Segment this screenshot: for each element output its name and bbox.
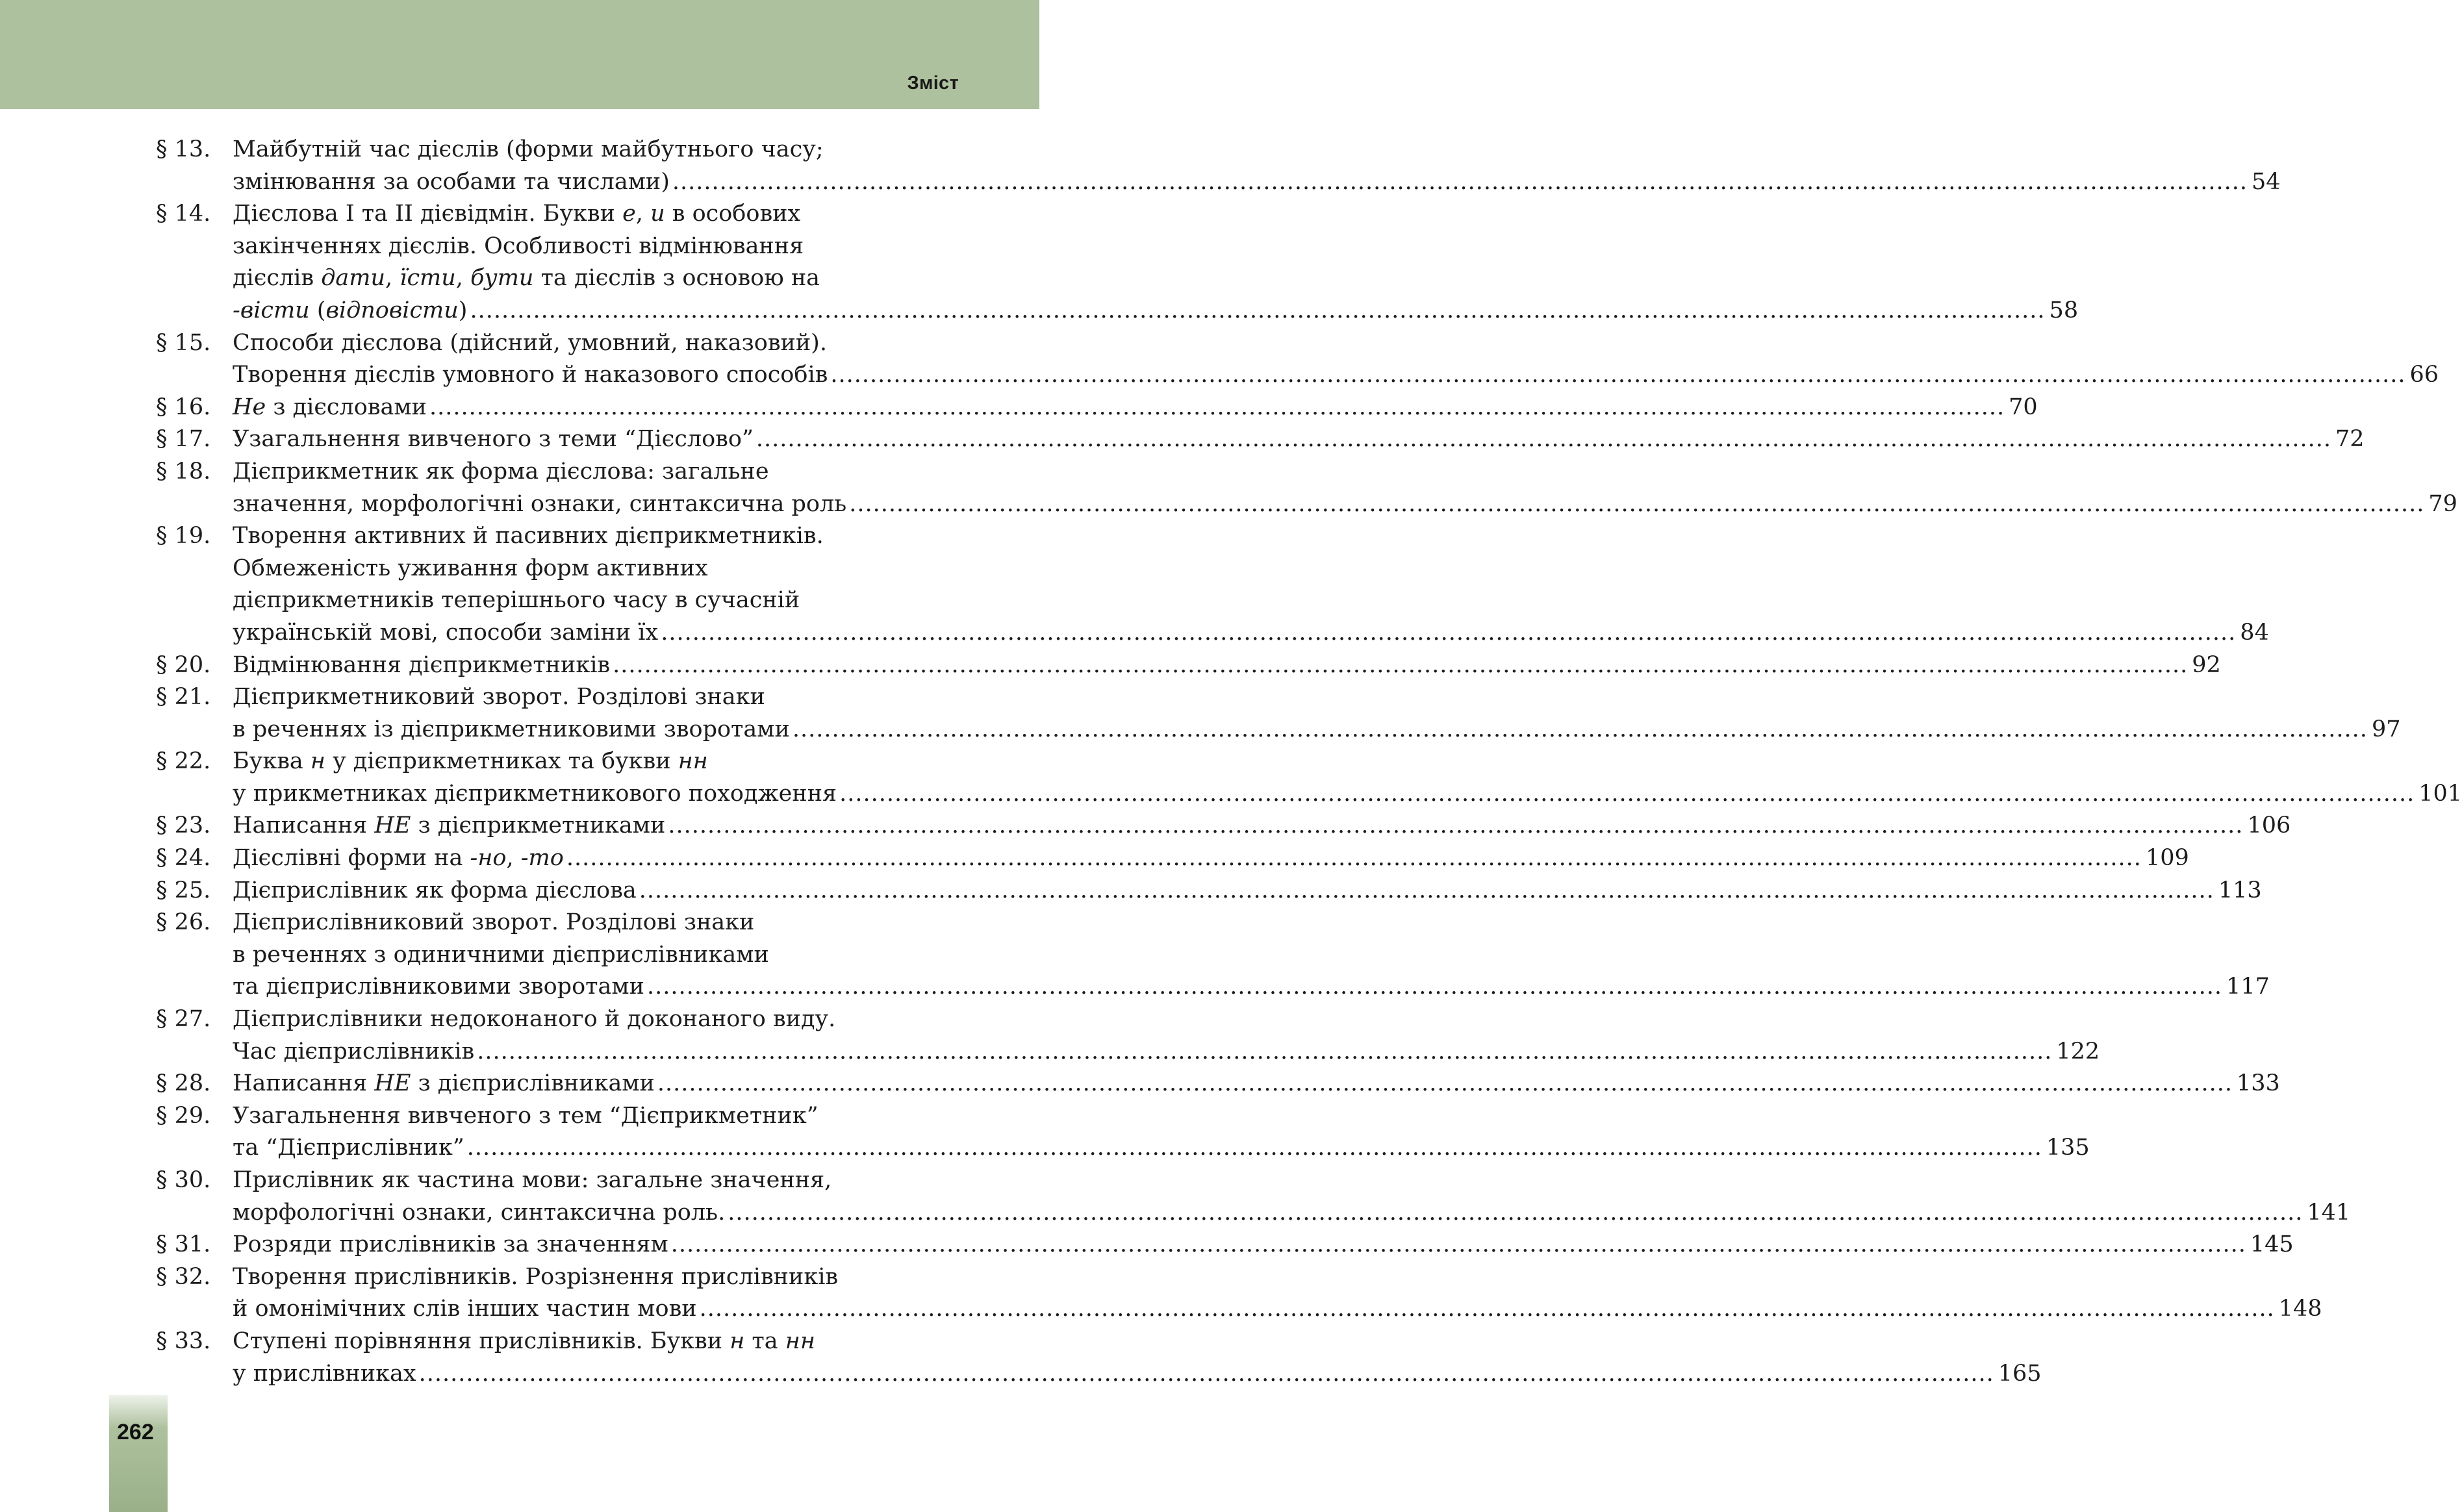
- toc-entry-number: § 32.: [156, 1263, 211, 1290]
- toc-entry: [156, 134, 2281, 198]
- toc-entry-title-end: Дієслівні форми на -но, -то: [233, 845, 564, 872]
- toc-entry-number: § 17.: [156, 426, 211, 453]
- toc-page-number: 66: [2409, 362, 2439, 388]
- dot-leader: ........................................................................................................................................................................................................: [418, 1360, 1994, 1387]
- toc-entry-title-end: Час дієприслівників: [233, 1038, 475, 1065]
- toc-entry-line: Майбутній час дієслів (форми майбутнього часу;: [233, 136, 824, 162]
- toc-entry: [156, 746, 2462, 810]
- toc-entry-line: Творення прислівників. Розрізнення прислівників: [233, 1263, 839, 1290]
- toc-entry: [156, 842, 2189, 875]
- toc-entry-line: Обмеженість уживання форм активних: [233, 555, 708, 581]
- toc-page-number: 106: [2247, 813, 2291, 839]
- toc-entry-line: Буква н у дієприкметниках та букви нн: [233, 748, 708, 775]
- toc-entry-title-end: Не з дієсловами: [233, 394, 427, 420]
- toc-page-number: 92: [2192, 651, 2221, 678]
- toc-entry-title-end: Узагальнення вивченого з теми “Дієслово”: [233, 426, 754, 453]
- toc-entry-title-end: у прикметниках дієприкметникового походження: [233, 780, 837, 807]
- toc-entry-number: § 15.: [156, 329, 211, 356]
- toc-entry-title-end: морфологічні ознаки, синтаксична роль.: [233, 1199, 726, 1226]
- toc-entry: [156, 649, 2221, 682]
- dot-leader: ........................................................................................................................................................................................................: [657, 1070, 2233, 1097]
- toc-page-number: 101: [2418, 780, 2462, 807]
- toc-entry: [156, 520, 2269, 649]
- dot-leader: ........................................................................................................................................................................................................: [661, 619, 2237, 646]
- toc-page-number: 109: [2145, 845, 2189, 872]
- page-number-tab: [109, 1395, 168, 1512]
- toc-entry-title-end: -вісти (відповісти): [233, 297, 468, 323]
- toc-entry-line: Дієприкметник як форма дієслова: загальне: [233, 458, 769, 485]
- toc-entry-number: § 31.: [156, 1231, 211, 1258]
- section-title: Зміст: [907, 73, 959, 94]
- toc-entry-title-end: Творення дієслів умовного й наказового способів: [233, 362, 828, 388]
- toc-entry-number: § 27.: [156, 1006, 211, 1033]
- dot-leader: ........................................................................................................................................................................................................: [699, 1296, 2275, 1322]
- toc-page-number: 122: [2056, 1038, 2100, 1065]
- toc-entry-title-end: українській мові, способи заміни їх: [233, 619, 659, 646]
- dot-leader: ........................................................................................................................................................................................................: [672, 168, 2248, 195]
- toc-entry-number: § 16.: [156, 394, 211, 420]
- toc-entry-title-end: змінювання за особами та числами): [233, 168, 670, 195]
- toc-entry-line: Дієприкметниковий зворот. Розділові знаки: [233, 684, 765, 711]
- table-of-contents: [156, 134, 2462, 1390]
- toc-page-number: 97: [2371, 716, 2401, 742]
- toc-entry-line: Ступені порівняння прислівників. Букви н та нн: [233, 1328, 815, 1354]
- toc-entry-number: § 19.: [156, 523, 211, 549]
- toc-page-number: 84: [2240, 619, 2269, 646]
- toc-entry: [156, 392, 2038, 424]
- dot-leader: ........................................................................................................................................................................................................: [470, 297, 2046, 323]
- dot-leader: ........................................................................................................................................................................................................: [728, 1199, 2303, 1226]
- toc-page-number: 72: [2335, 426, 2365, 453]
- dot-leader: ........................................................................................................................................................................................................: [639, 877, 2215, 903]
- toc-entry: [156, 423, 2365, 456]
- header-band: [0, 0, 1039, 109]
- toc-page-number: 135: [2046, 1135, 2090, 1161]
- toc-entry-line: дієприкметників теперішнього часу в сучасній: [233, 587, 800, 614]
- toc-page-number: 113: [2218, 877, 2262, 903]
- toc-entry-title-end: та “Дієприслівник”: [233, 1135, 464, 1161]
- toc-entry-line: Узагальнення вивченого з тем “Дієприкметник”: [233, 1102, 819, 1129]
- toc-entry: [156, 1326, 2042, 1390]
- toc-entry-number: § 14.: [156, 201, 211, 227]
- toc-page-number: 141: [2307, 1199, 2351, 1226]
- toc-entry-line: закінченнях дієслів. Особливості відмінювання: [233, 233, 804, 259]
- toc-page-number: 133: [2237, 1070, 2280, 1097]
- toc-entry-title-end: й омонімічних слів інших частин мови: [233, 1296, 697, 1322]
- dot-leader: ........................................................................................................................................................................................................: [830, 362, 2406, 388]
- dot-leader: ........................................................................................................................................................................................................: [668, 813, 2244, 839]
- toc-entry-title-end: Написання НЕ з дієприкметниками: [233, 813, 666, 839]
- dot-leader: ........................................................................................................................................................................................................: [613, 651, 2189, 678]
- dot-leader: ........................................................................................................................................................................................................: [849, 490, 2425, 517]
- toc-entry-number: § 26.: [156, 909, 211, 936]
- dot-leader: ........................................................................................................................................................................................................: [477, 1038, 2053, 1065]
- toc-page-number: 54: [2252, 168, 2281, 195]
- dot-leader: ........................................................................................................................................................................................................: [792, 716, 2368, 742]
- toc-entry-title-end: у прислівниках: [233, 1360, 416, 1387]
- toc-entry: [156, 327, 2439, 392]
- dot-leader: ........................................................................................................................................................................................................: [429, 394, 2005, 420]
- toc-entry-line: дієслів дати, їсти, бути та дієслів з основою на: [233, 265, 820, 292]
- toc-entry: [156, 1003, 2100, 1068]
- dot-leader: ........................................................................................................................................................................................................: [466, 1135, 2042, 1161]
- toc-page-number: 79: [2428, 490, 2457, 517]
- toc-entry: [156, 1100, 2090, 1165]
- toc-entry-title-end: в реченнях із дієприкметниковими зворотами: [233, 716, 790, 742]
- toc-entry-title-end: Дієприслівник як форма дієслова: [233, 877, 637, 903]
- toc-entry: [156, 681, 2401, 746]
- toc-entry-line: Способи дієслова (дійсний, умовний, наказовий).: [233, 329, 827, 356]
- toc-entry-number: § 18.: [156, 458, 211, 485]
- toc-entry-number: § 22.: [156, 748, 211, 775]
- toc-entry-number: § 25.: [156, 877, 211, 903]
- toc-entry-line: Дієслова I та II дієвідмін. Букви е, и в особових: [233, 201, 801, 227]
- toc-entry-title-end: Розряди прислівників за значенням: [233, 1231, 668, 1258]
- toc-entry-number: § 29.: [156, 1102, 211, 1129]
- toc-page-number: 70: [2009, 394, 2038, 420]
- dot-leader: ........................................................................................................................................................................................................: [670, 1231, 2246, 1258]
- toc-page-number: 58: [2049, 297, 2079, 323]
- toc-entry-line: в реченнях з одиничними дієприслівниками: [233, 941, 769, 968]
- toc-entry: [156, 1068, 2280, 1100]
- toc-entry-number: § 28.: [156, 1070, 211, 1097]
- toc-entry: [156, 198, 2079, 327]
- toc-entry-number: § 20.: [156, 651, 211, 678]
- toc-page-number: 145: [2250, 1231, 2294, 1258]
- toc-entry-title-end: значення, морфологічні ознаки, синтаксична роль: [233, 490, 847, 517]
- toc-entry: [156, 1261, 2322, 1326]
- toc-entry: [156, 907, 2270, 1003]
- dot-leader: ........................................................................................................................................................................................................: [755, 426, 2331, 453]
- toc-entry: [156, 810, 2291, 842]
- toc-entry-number: § 30.: [156, 1167, 211, 1193]
- toc-page-number: 148: [2278, 1296, 2322, 1322]
- toc-entry-title-end: Відмінювання дієприкметників: [233, 651, 611, 678]
- toc-entry: [156, 875, 2262, 907]
- toc-entry: [156, 456, 2457, 520]
- toc-entry-line: Дієприслівники недоконаного й доконаного виду.: [233, 1006, 836, 1033]
- dot-leader: ........................................................................................................................................................................................................: [646, 974, 2223, 1000]
- toc-page-number: 117: [2226, 974, 2270, 1000]
- toc-entry: [156, 1229, 2294, 1261]
- toc-entry-line: Прислівник як частина мови: загальне значення,: [233, 1167, 832, 1193]
- toc-entry-line: Творення активних й пасивних дієприкметників.: [233, 523, 824, 549]
- toc-entry-number: § 13.: [156, 136, 211, 162]
- toc-entry-number: § 23.: [156, 813, 211, 839]
- dot-leader: ........................................................................................................................................................................................................: [839, 780, 2415, 807]
- toc-entry-title-end: Написання НЕ з дієприслівниками: [233, 1070, 655, 1097]
- toc-entry-number: § 21.: [156, 684, 211, 711]
- dot-leader: ........................................................................................................................................................................................................: [566, 845, 2142, 872]
- toc-entry-line: Дієприслівниковий зворот. Розділові знаки: [233, 909, 755, 936]
- toc-entry-number: § 24.: [156, 845, 211, 872]
- toc-entry-title-end: та дієприслівниковими зворотами: [233, 974, 644, 1000]
- toc-entry-number: § 33.: [156, 1328, 211, 1354]
- toc-page-number: 165: [1998, 1360, 2042, 1387]
- toc-entry: [156, 1165, 2351, 1229]
- page-number: 262: [117, 1420, 154, 1444]
